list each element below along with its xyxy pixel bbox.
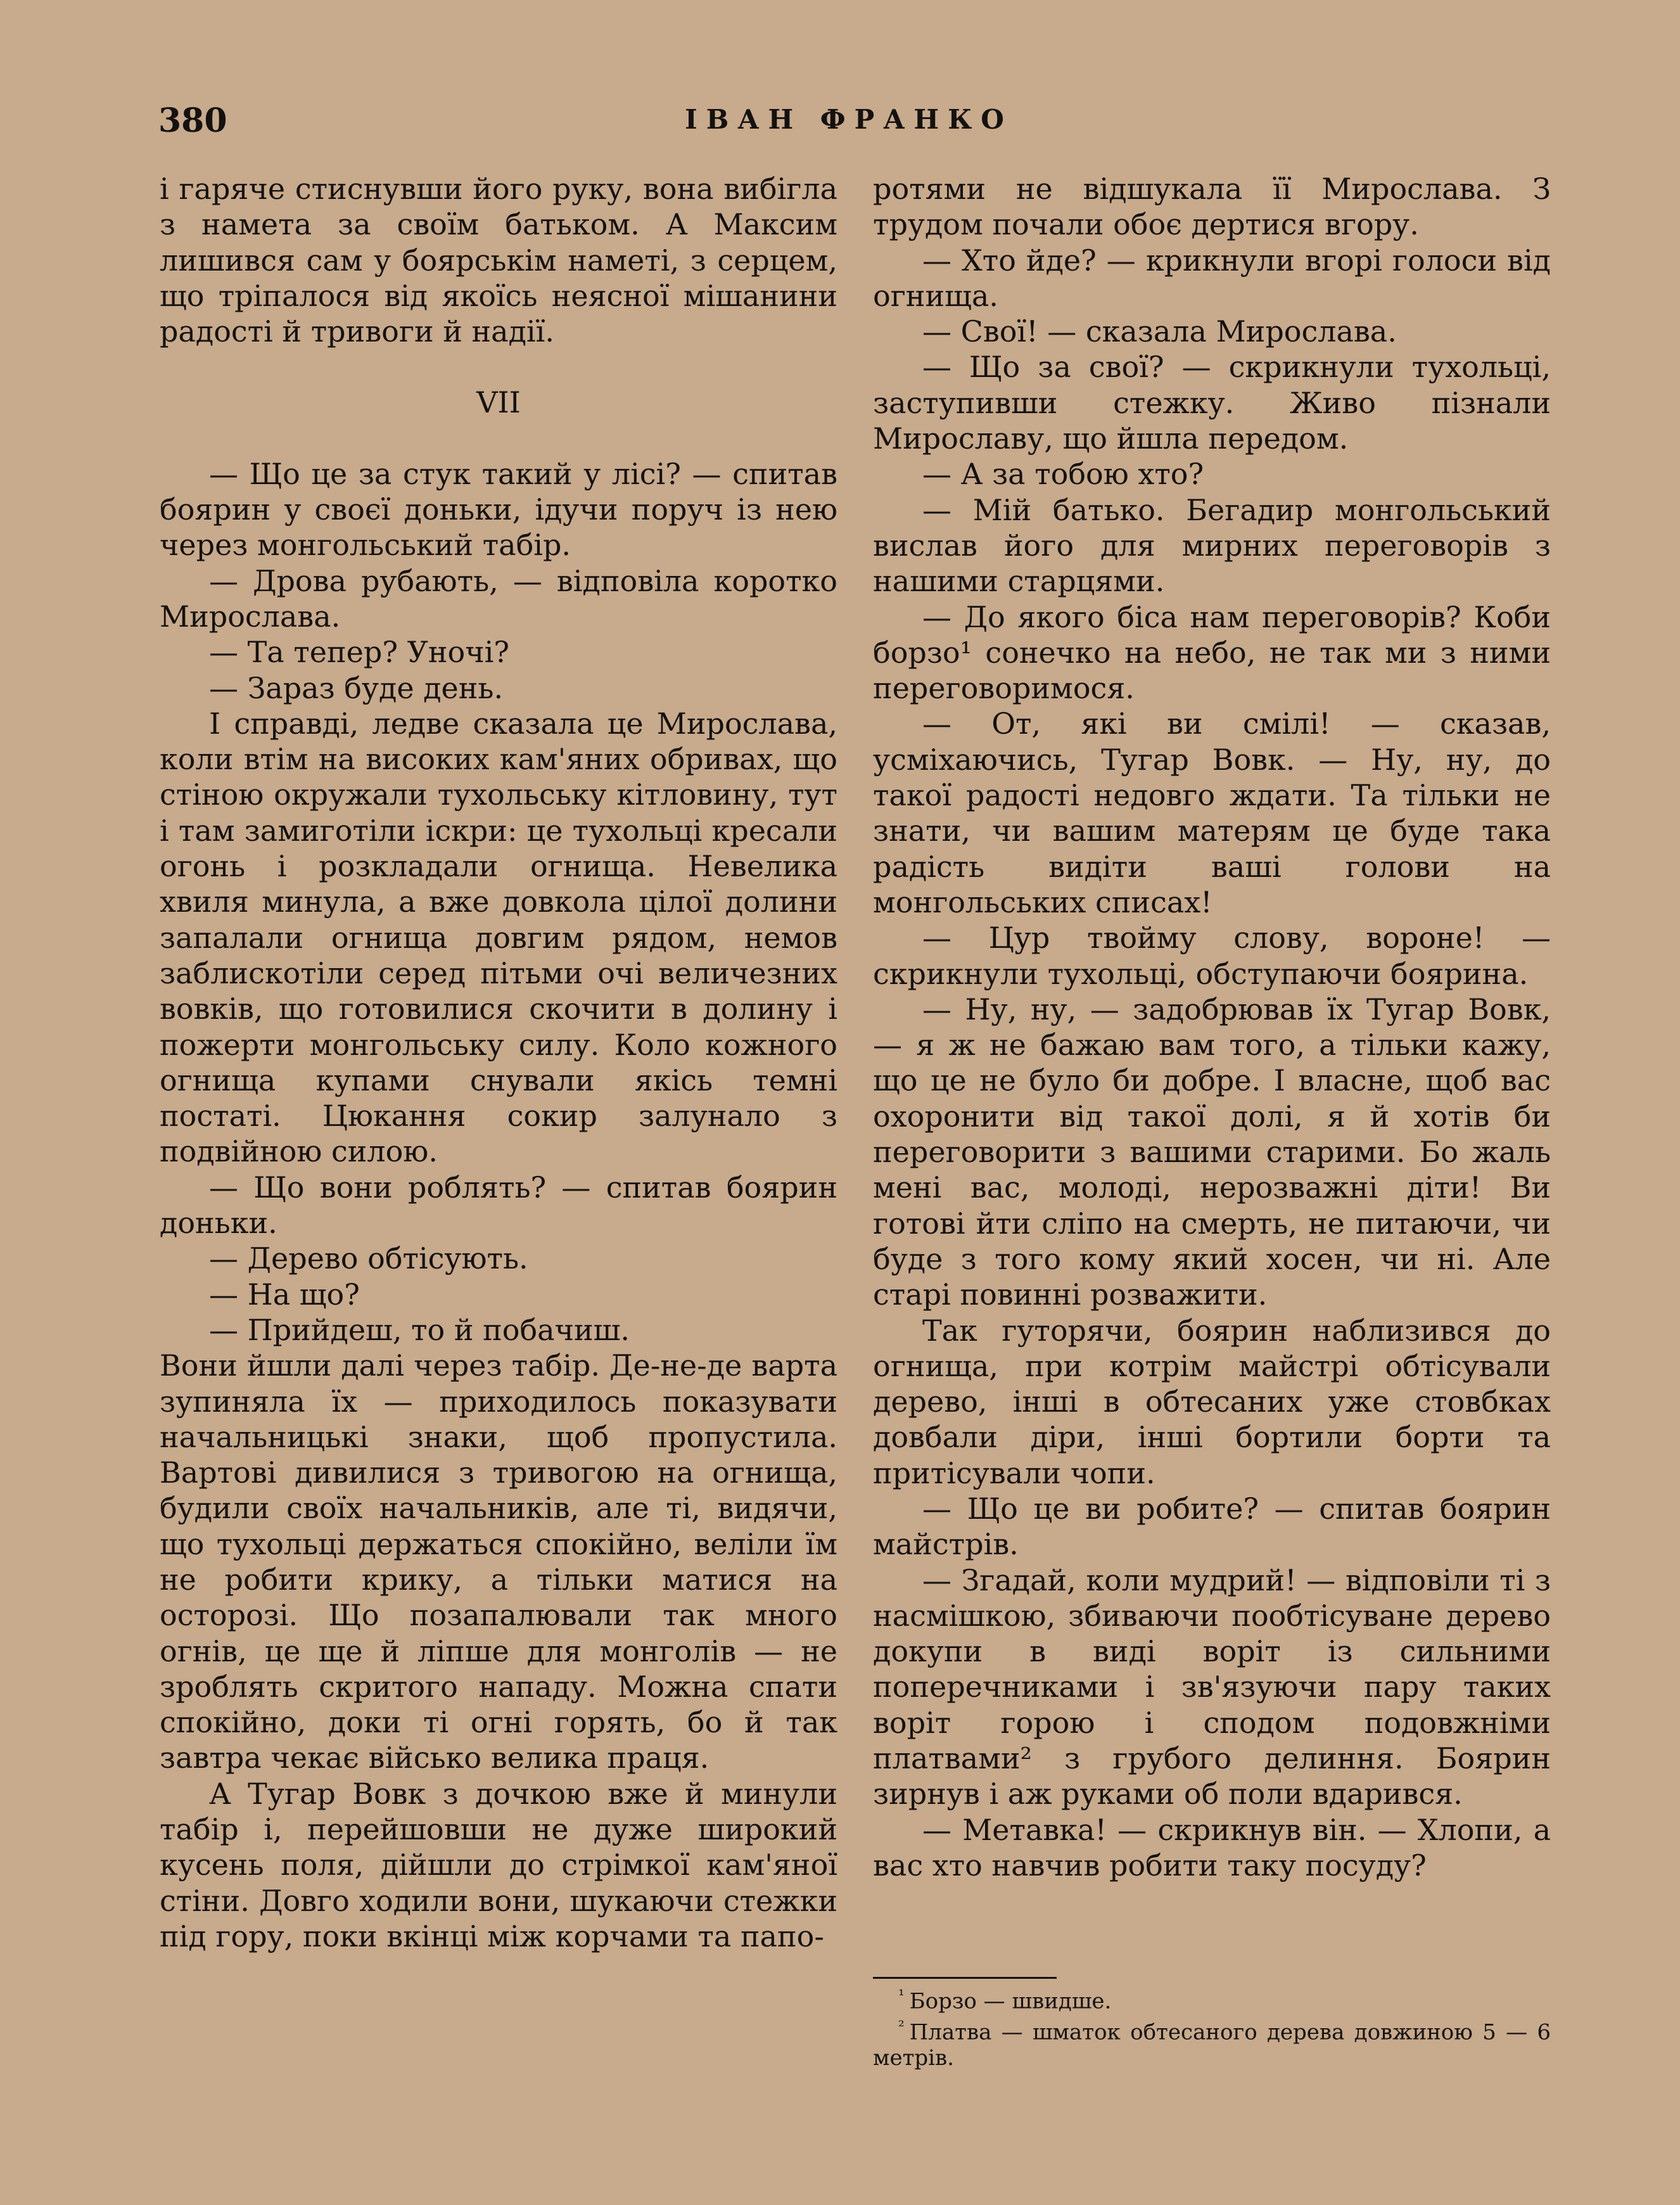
left-column	[160, 171, 837, 1954]
paragraph: — Що це ви робите? — спитав боярин майстрів.	[873, 1491, 1551, 1562]
page-number: 380	[158, 101, 227, 140]
footnote-marker: ¹	[898, 1986, 905, 2004]
paragraph: ротями не відшукала її Мирослава. З трудом почали обоє дертися вгору.	[873, 172, 1551, 242]
paragraph: — А за тобою хто?	[922, 457, 1204, 492]
paragraph: — Прийдеш, то й побачиш.	[209, 1312, 630, 1347]
paragraph: — Хто йде? — крикнули вгорі голоси від огнища.	[873, 243, 1551, 313]
paragraph: — На що?	[209, 1277, 360, 1312]
paragraph: — Дрова рубають, — відповіла коротко Мирослава.	[160, 563, 837, 634]
paragraph: — Що за свої? — скрикнули тухольці, заступивши стежку. Живо пізнали Мирославу, що йшла передом.	[873, 350, 1551, 456]
paragraph: — Згадай, коли мудрий! — відповіли ті з насмішкою, збиваючи пообтісуване дерево докупи в виді воріт із сильними поперечниками і зв'язуючи пару таких воріт горою і сподом подовжніми платвами² з грубого делиння. Боярин зирнув і аж руками об поли вдарився.	[873, 1563, 1551, 1812]
paragraph: — Дерево обтісують.	[209, 1241, 528, 1276]
footnote	[873, 1983, 1551, 2014]
paragraph: — Цур твойму слову, вороне! — скрикнули тухольці, обступаючи боярина.	[873, 921, 1551, 991]
paragraph: Вони йшли далі через табір. Де-не-де варта зупиняла їх — приходилось показувати начальницькі знаки, щоб пропустила. Вартові дивилися з тривогою на огнища, будили своїх начальників, але ті, видячи, що тухольці держаться спокійно, веліли їм не робити крику, а тільки матися на осторозі. Що позапалювали так много огнів, це ще й ліпше для монголів — не зроблять скритого нападу. Можна спати спокійно, доки ті огні горять, бо й так завтра чекає військо велика праця.	[160, 1348, 837, 1775]
footnote-text: Платва — шматок обтесаного дерева довжиною 5 — 6 метрів.	[873, 2019, 1551, 2071]
paragraph: — Метавка! — скрикнув він. — Хлопи, а вас хто навчив робити таку посуду?	[873, 1812, 1551, 1882]
running-title: ІВАН ФРАНКО	[685, 104, 1013, 135]
footnotes	[873, 1977, 1551, 2071]
paragraph: І справді, ледве сказала це Мирослава, коли втім на високих кам'яних обривах, що стіною окружали тухольську кітловину, тут і там замиготіли іскри: це тухольці кресали огонь і розкладали огнища. Невелика хвиля минула, а вже довкола цілої долини запалали огнища довгим рядом, немов заблискотіли серед пітьми очі величезних вовків, що готовилися скочити в долину і пожерти монгольську силу. Коло кожного огнища купами снували якісь темні постаті. Цюкання сокир залунало з подвійною силою.	[160, 706, 837, 1169]
paragraph: — Свої! — сказала Мирослава.	[922, 314, 1397, 349]
paragraph: — Що вони роблять? — спитав боярин доньки.	[160, 1170, 837, 1241]
paragraph: — Та тепер? Уночі?	[209, 635, 510, 670]
chapter-heading: VII	[476, 385, 521, 420]
footnote-divider	[873, 1977, 1057, 1979]
footnote	[873, 2014, 1551, 2070]
paragraph: А Тугар Вовк з дочкою вже й минули табір і, перейшовши не дуже широкий кусень поля, дійшли до стрімкої кам'яної стіни. Довго ходили вони, шукаючи стежки під гору, поки вкінці між корчами та папо-	[160, 1776, 837, 1953]
paragraph: — До якого біса нам переговорів? Коби борзо¹ сонечко на небо, не так ми з ними переговоримося.	[873, 599, 1551, 706]
paragraph: Так гуторячи, боярин наблизився до огнища, при котрім майстрі обтісували дерево, інші в обтесаних уже стовбках довбали діри, інші бортили борти та притісували чопи.	[873, 1313, 1551, 1490]
footnote-text: Борзо — швидше.	[909, 1988, 1112, 2014]
page-header	[158, 101, 1539, 152]
footnote-marker: ²	[898, 2017, 905, 2036]
paragraph: і гаряче стиснувши його руку, вона вибігла з намета за своїм батьком. А Максим лишився сам у боярськім наметі, з серцем, що тріпалося від якоїсь неясної мішанини радості й тривоги й надії.	[160, 172, 837, 349]
paragraph: — Ну, ну, — задобрював їх Тугар Вовк, — я ж не бажаю вам того, а тільки кажу, що це не було би добре. І власне, щоб вас охоронити від такої долі, я й хотів би переговорити з вашими старими. Бо жаль мені вас, молоді, нерозважні діти! Ви готові йти сліпо на смерть, не питаючи, чи буде з того кому який хосен, чи ні. Але старі повинні розважити.	[873, 992, 1551, 1312]
paragraph: — От, які ви смілі! — сказав, усміхаючись, Тугар Вовк. — Ну, ну, до такої радості недовго ждати. Та тільки не знати, чи вашим матерям це буде така радість видіти ваші голови на монгольських списах!	[873, 706, 1551, 919]
paragraph: — Що це за стук такий у лісі? — спитав боярин у своєї доньки, ідучи поруч із нею через монгольський табір.	[160, 456, 837, 563]
right-column	[873, 171, 1551, 1883]
paragraph: — Мій батько. Бегадир монгольський вислав його для мирних переговорів з нашими старцями.	[873, 492, 1551, 599]
paragraph: — Зараз буде день.	[209, 670, 504, 705]
